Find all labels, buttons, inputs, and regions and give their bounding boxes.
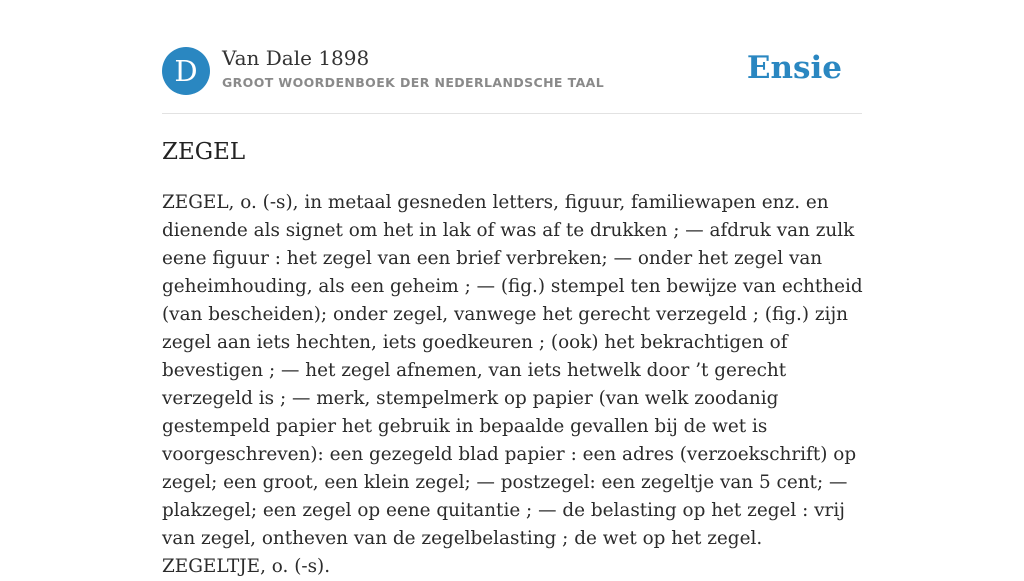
entry-definition: ZEGEL, o. (-s), in metaal gesneden letters, figuur, familiewapen enz. en dienende als signet om het in lak of was af te drukken ; — afdruk van zulk eene figuur : het zegel van een brief verbreken; — onder het zegel van geheimhouding, als een geheim ; — (fig.) stempel ten bewijze van echtheid (van bescheiden); onder zegel, vanwege het gerecht verzegeld ; (fig.) zijn zegel aan iets hechten, iets goedkeuren ; (ook) het bekrachtigen of bevestigen ; — het zegel afnemen, van iets hetwelk door ’t gerecht verzegeld is ; — merk, stempelmerk op papier (van welk zoodanig gestempeld papier het gebruik in bepaalde gevallen bij de wet is voorgeschreven): een gezegeld blad papier : een adres (verzoekschrift) op zegel; een groot, een klein zegel; — postzegel: een zegeltje van 5 cent; — plakzegel; een zegel op eene quitantie ; — de belasting op het zegel : vrij van zegel, ontheven van de zegelbelasting ; de wet op het zegel. ZEGELTJE, o. (-s). [162,192,863,577]
source-title[interactable]: Van Dale 1898 [222,46,370,70]
brand-logo[interactable]: Ensie [746,50,842,86]
source-logo[interactable]: D [162,47,210,95]
header [162,46,862,96]
entry-headword: ZEGEL [162,139,246,165]
header-divider [162,113,862,114]
source-subtitle: GROOT WOORDENBOEK DER NEDERLANDSCHE TAAL [222,75,605,90]
